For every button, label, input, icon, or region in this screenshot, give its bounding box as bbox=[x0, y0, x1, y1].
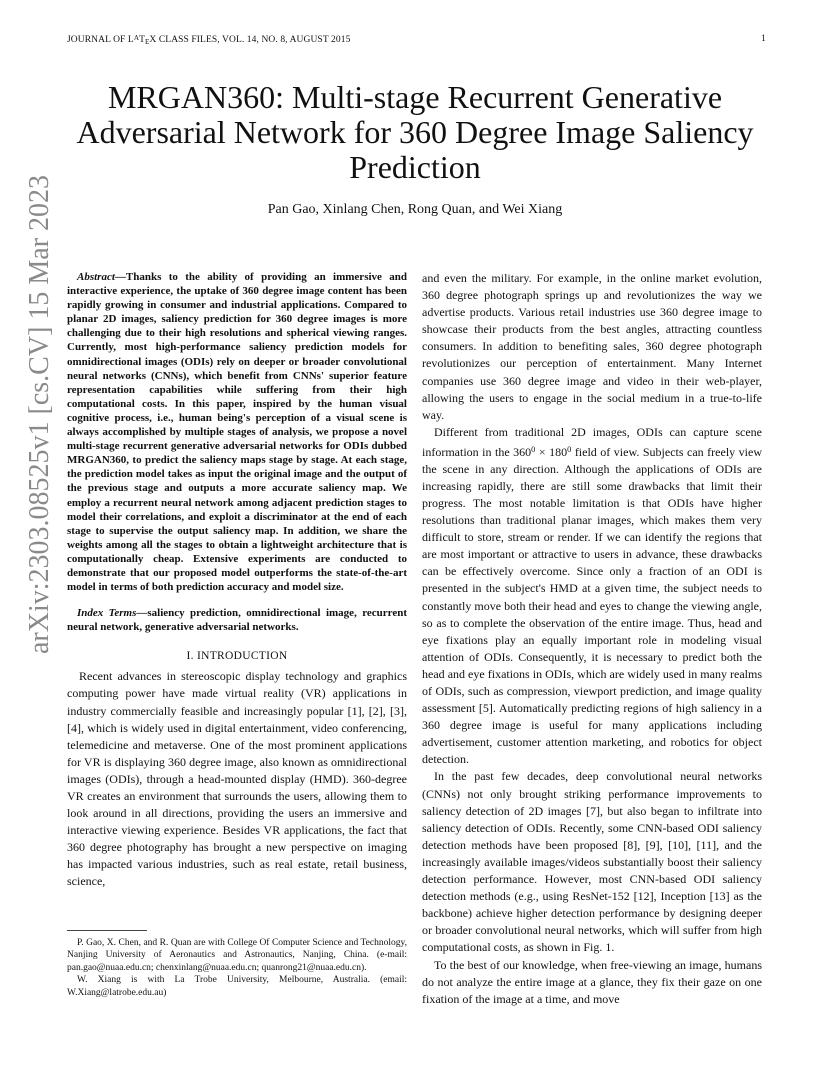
index-terms-lead: Index Terms bbox=[77, 607, 137, 620]
paper-title: MRGAN360: Multi-stage Recurrent Generative Adversarial Network for 360 Degree Image Saliency Prediction bbox=[76, 79, 754, 185]
journal-name: JOURNAL OF $L^AT_EX$ CLASS FILES, VOL. 14, NO. 8, AUGUST 2015 bbox=[67, 34, 351, 46]
index-terms-text: —saliency prediction, omnidirectional image, recurrent neural network, generative adversarial networks. bbox=[67, 607, 407, 634]
abstract-lead: Abstract bbox=[77, 271, 115, 283]
intro-paragraph-1: Recent advances in stereoscopic display technology and graphics computing power have made virtual reality (VR) applications in industry commercially feasible and increasingly popular [1], [2], [3], [4], which is widely used in digital entertainment, video conferencing, telemedicine and metaverse. One of the most prominent applications for VR is displaying 360 degree image, also known as omnidirectional images (ODIs), through a head-mounted display (HMD). 360-degree VR creates an environment that surrounds the users, allowing them to look around in all directions, providing the users an immersive and interactive viewing experience. Besides VR applications, the fact that 360 degree photography has brought a new perspective on imaging has impacted various industries, such as real estate, retail business, science, bbox=[67, 669, 407, 889]
right-column bbox=[422, 270, 762, 1008]
footnote-affiliation-1: P. Gao, X. Chen, and R. Quan are with College Of Computer Science and Technology, Nanjing University of Aeronautics and Astronautics, Nanjing, China. (e-mail: pan.gao@nuaa.edu.cn; chenxinlang@nuaa.edu.cn; quanrong21@nuaa.edu.cn). bbox=[67, 938, 407, 973]
left-column bbox=[67, 270, 407, 891]
page-number: 1 bbox=[761, 34, 766, 44]
footnote-affiliation-2: W. Xiang is with La Trobe University, Melbourne, Australia. (email: W.Xiang@latrobe.edu.au) bbox=[67, 975, 407, 998]
intro-paragraph-3: In the past few decades, deep convolutional neural networks (CNNs) not only brought striking performance improvements to saliency detection of 2D images [7], but also began to infiltrate into saliency detection of ODIs. Recently, some CNN-based ODI saliency detection methods have been proposed [8], [9], [10], [11], and the increasingly available images/videos substantially boost their saliency detection performance. However, most CNN-based ODI saliency detection methods (e.g., using ResNet-152 [12], Inception [13] as the backbone) achieve higher detection performance by designing deeper or broader convolutional neural networks, which will suffer from high computational costs, as shown in Fig. 1. bbox=[422, 769, 762, 955]
abstract bbox=[67, 270, 407, 594]
intro-paragraph-1-continued: and even the military. For example, in the online market evolution, 360 degree photograph springs up and revolutionizes the way we advertise products. Various retail industries use 360 degree image to showcase their products from the best angles, attracting countless consumers. In addition to benefiting sales, 360 degree photograph revolutionizes our perception of entertainment. Many Internet companies use 360 degree image and video in their web-player, allowing the users to engage in the social medium in a true-to-life way. bbox=[422, 271, 762, 422]
arxiv-stamp: arXiv:2303.08525v1 [cs.CV] 15 Mar 2023 bbox=[24, 174, 55, 654]
intro-paragraph-4: To the best of our knowledge, when free-viewing an image, humans do not analyze the entire image at a glance, they fix their gaze on one fixation of the image at a time, and move bbox=[422, 957, 762, 1006]
latex-logo: $L^AT_EX$ bbox=[127, 34, 157, 46]
intro-paragraph-2: Different from traditional 2D images, ODIs can capture scene information in the $360^0 \times 180^0$ field of view. Subjects can freely view the scene in any direction. Although the applications of ODIs are increasing rapidly, there are still some drawbacks that limit their progress. The most notable limitation is that ODIs have higher resolutions than traditional planar images, which makes them very difficult to store, stream or render. If we can identify the regions that are most important or attractive to users in advance, these drawbacks can be effectively overcome. Since only a fraction of an ODI is presented in the subject's HMD at a given time, the subject needs to constantly move both their head and eyes to change the viewing angle, so as to complete the observation of the entire image. Thus, head and eye fixations play an equally important role in modeling visual attention of ODIs. Consequently, it is necessary to predict both the head and eye fixations in ODIs, which are widely used in many realms of ODIs, such as compression, viewport prediction, and image quality assessment [5]. Automatically predicting regions of high saliency in a 360 degree image is useful for many applications including advertisement, customer attention marketing, and robotics for object detection. bbox=[422, 424, 762, 767]
abstract-text: —Thanks to the ability of providing an immersive and interactive experience, the uptake of 360 degree image content has been rapidly growing in consumer and industrial applications. Compared to planar 2D images, saliency prediction for 360 degree images is more challenging due to their high resolutions and spherical viewing ranges. Currently, most high-performance saliency prediction models for omnidirectional images (ODIs) rely on deeper or broader convolutional neural networks (CNNs), which benefit from CNNs' superior feature representation capabilities while suffering from their high computational costs. In this paper, inspired by the human visual cognitive process, i.e., human being's perception of a visual scene is always accomplished by multiple stages of analysis, we propose a novel multi-stage recurrent generative adversarial networks for ODIs dubbed MRGAN360, to predict the saliency maps stage by stage. At each stage, the prediction model takes as input the original image and the output of the previous stage and outputs a more accurate saliency map. We employ a recurrent neural network among adjacent prediction stages to model their correlations, and exploit a discriminator at the end of each stage to supervise the output saliency map. In addition, we share the weights among all the stages to obtain a lightweight architecture that is computationally cheap. Extensive experiments are conducted to demonstrate that our proposed model outperforms the state-of-the-art model in terms of both prediction accuracy and model size. bbox=[67, 271, 407, 594]
footnotes bbox=[67, 937, 407, 999]
running-header bbox=[67, 34, 766, 46]
section-heading-introduction: I. INTRODUCTION bbox=[186, 650, 288, 663]
index-terms bbox=[67, 606, 407, 634]
footnote-rule bbox=[67, 930, 147, 931]
paper-authors: Pan Gao, Xinlang Chen, Rong Quan, and Wei Xiang bbox=[267, 202, 563, 217]
